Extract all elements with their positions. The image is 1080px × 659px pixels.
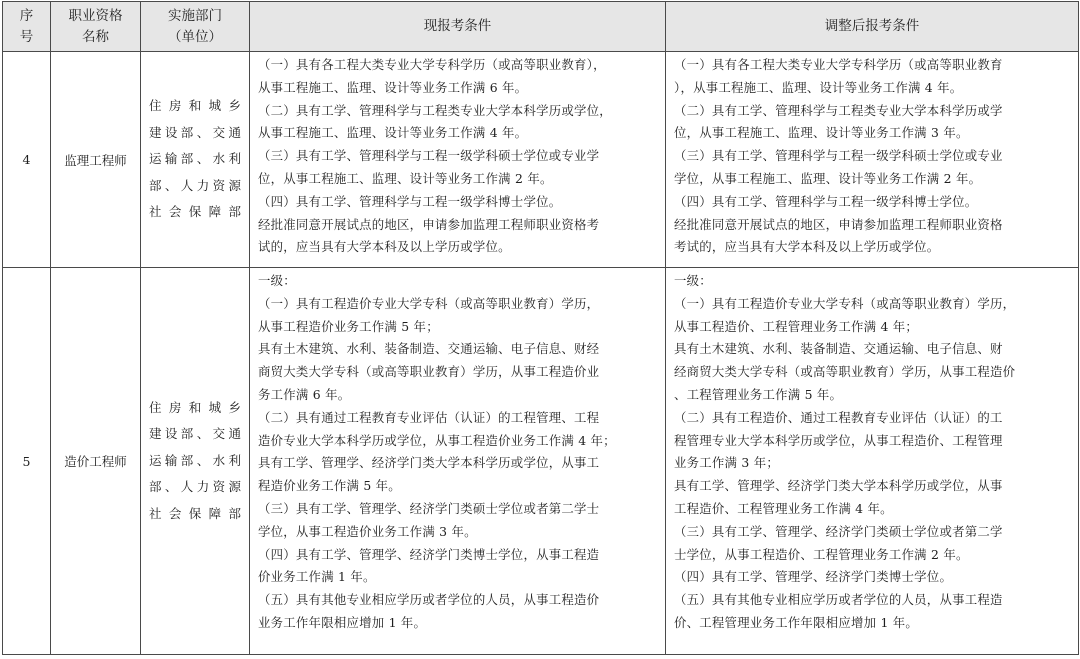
adjusted-conditions-cell <box>666 52 1079 268</box>
condition-line: （三）具有工学、管理学、经济学门类硕士学位或者第二学士 <box>258 500 600 516</box>
qualification-conditions-table <box>2 1 1079 655</box>
qualification-name-cell: 造价工程师 <box>51 268 141 655</box>
condition-line: （二）具有工学、管理科学与工程类专业大学本科学历或学位， <box>258 102 612 118</box>
table-row <box>3 268 1079 655</box>
condition-line: 一级： <box>674 273 712 288</box>
condition-line: 业务工作满 3 年； <box>674 455 779 471</box>
condition-line: 从事工程施工、监理、设计等业务工作满 6 年。 <box>258 79 528 95</box>
header-qualification-name: 职业资格 名称 <box>51 2 141 52</box>
condition-line: ），从事工程施工、监理、设计等业务工作满 4 年。 <box>674 79 963 95</box>
header-current-conditions: 现报考条件 <box>250 2 666 52</box>
department-cell: 住房和城乡 建设部、交通 运输部、水利 部、人力资源 社会保障部 <box>141 52 250 268</box>
condition-line: 经批准同意开展试点的地区，申请参加监理工程师职业资格考 <box>258 216 600 232</box>
department-cell: 住房和城乡 建设部、交通 运输部、水利 部、人力资源 社会保障部 <box>141 268 250 655</box>
header-adjusted-conditions: 调整后报考条件 <box>666 2 1079 52</box>
condition-line: （三）具有工学、管理科学与工程一级学科硕士学位或专业 <box>674 148 1003 164</box>
condition-line: 考试的，应当具有大学本科及以上学历或学位。 <box>674 239 940 255</box>
condition-line: （四）具有工学、管理科学与工程一级学科博士学位。 <box>674 193 978 209</box>
condition-line: 程管理专业大学本科学历或学位，从事工程造价、工程管理 <box>674 432 1003 448</box>
condition-line: 位，从事工程施工、监理、设计等业务工作满 3 年。 <box>674 125 969 141</box>
table-row <box>3 52 1079 268</box>
serial-no-cell: 4 <box>3 52 51 268</box>
condition-line: （一）具有工程造价专业大学专科（或高等职业教育）学历， <box>258 295 600 311</box>
condition-line: 一级： <box>258 273 296 288</box>
condition-line: 商贸大类大学专科（或高等职业教育）学历，从事工程造价业 <box>258 364 600 380</box>
condition-line: （一）具有工程造价专业大学专科（或高等职业教育）学历， <box>674 295 1016 311</box>
condition-line: （四）具有工学、管理科学与工程一级学科博士学位。 <box>258 193 562 209</box>
condition-line: 试的，应当具有大学本科及以上学历或学位。 <box>258 239 511 255</box>
condition-line: （二）具有工程造价、通过工程教育专业评估（认证）的工 <box>674 409 1003 425</box>
condition-line: 学位，从事工程造价业务工作满 3 年。 <box>258 523 477 539</box>
condition-line: （四）具有工学、管理学、经济学门类博士学位，从事工程造 <box>258 546 600 562</box>
condition-line: 从事工程造价业务工作满 5 年； <box>258 318 439 334</box>
condition-line: 具有土木建筑、水利、装备制造、交通运输、电子信息、财 <box>674 341 1003 357</box>
condition-line: 工程造价、工程管理业务工作满 4 年。 <box>674 500 893 516</box>
current-conditions-cell <box>250 268 666 655</box>
condition-line: （五）具有其他专业相应学历或者学位的人员，从事工程造价 <box>258 592 600 608</box>
condition-line: 价业务工作满 1 年。 <box>258 569 376 585</box>
condition-line: 价、工程管理业务工作年限相应增加 1 年。 <box>674 614 919 630</box>
condition-line: 从事工程施工、监理、设计等业务工作满 4 年。 <box>258 125 528 141</box>
condition-line: 从事工程造价、工程管理业务工作满 4 年； <box>674 318 919 334</box>
condition-line: （三）具有工学、管理科学与工程一级学科硕士学位或专业学 <box>258 148 600 164</box>
condition-line: （一）具有各工程大类专业大学专科学历（或高等职业教育）， <box>258 57 606 72</box>
condition-line: 位，从事工程施工、监理、设计等业务工作满 2 年。 <box>258 170 553 186</box>
header-department: 实施部门 （单位） <box>141 2 250 52</box>
condition-line: 经商贸大类大学专科（或高等职业教育）学历，从事工程造价 <box>674 364 1016 380</box>
serial-no-cell: 5 <box>3 268 51 655</box>
condition-line: （二）具有工学、管理科学与工程类专业大学本科学历或学 <box>674 102 1003 118</box>
header-serial-no: 序 号 <box>3 2 51 52</box>
condition-line: 学位，从事工程施工、监理、设计等业务工作满 2 年。 <box>674 170 982 186</box>
condition-line: 具有土木建筑、水利、装备制造、交通运输、电子信息、财经 <box>258 341 600 357</box>
condition-line: （五）具有其他专业相应学历或者学位的人员，从事工程造 <box>674 592 1003 608</box>
current-conditions-cell <box>250 52 666 268</box>
condition-line: 业务工作年限相应增加 1 年。 <box>258 614 427 630</box>
condition-line: （三）具有工学、管理学、经济学门类硕士学位或者第二学 <box>674 523 1003 539</box>
adjusted-conditions-cell <box>666 268 1079 655</box>
condition-line: 具有工学、管理学、经济学门类大学本科学历或学位，从事 <box>674 478 1003 494</box>
condition-line: 造价专业大学本科学历或学位，从事工程造价业务工作满 4 年； <box>258 432 616 448</box>
condition-line: （一）具有各工程大类专业大学专科学历（或高等职业教育 <box>674 57 1003 72</box>
qualification-name-cell: 监理工程师 <box>51 52 141 268</box>
condition-line: 务工作满 6 年。 <box>258 386 351 402</box>
condition-line: 程造价业务工作满 5 年。 <box>258 478 401 494</box>
table-header-row <box>3 2 1079 52</box>
condition-line: 具有工学、管理学、经济学门类大学本科学历或学位，从事工 <box>258 455 600 471</box>
condition-line: （二）具有通过工程教育专业评估（认证）的工程管理、工程 <box>258 409 600 425</box>
condition-line: 、工程管理业务工作满 5 年。 <box>674 386 843 402</box>
condition-line: （四）具有工学、管理学、经济学门类博士学位。 <box>674 569 953 585</box>
condition-line: 士学位，从事工程造价、工程管理业务工作满 2 年。 <box>674 546 969 562</box>
condition-line: 经批准同意开展试点的地区，申请参加监理工程师职业资格 <box>674 216 1003 232</box>
